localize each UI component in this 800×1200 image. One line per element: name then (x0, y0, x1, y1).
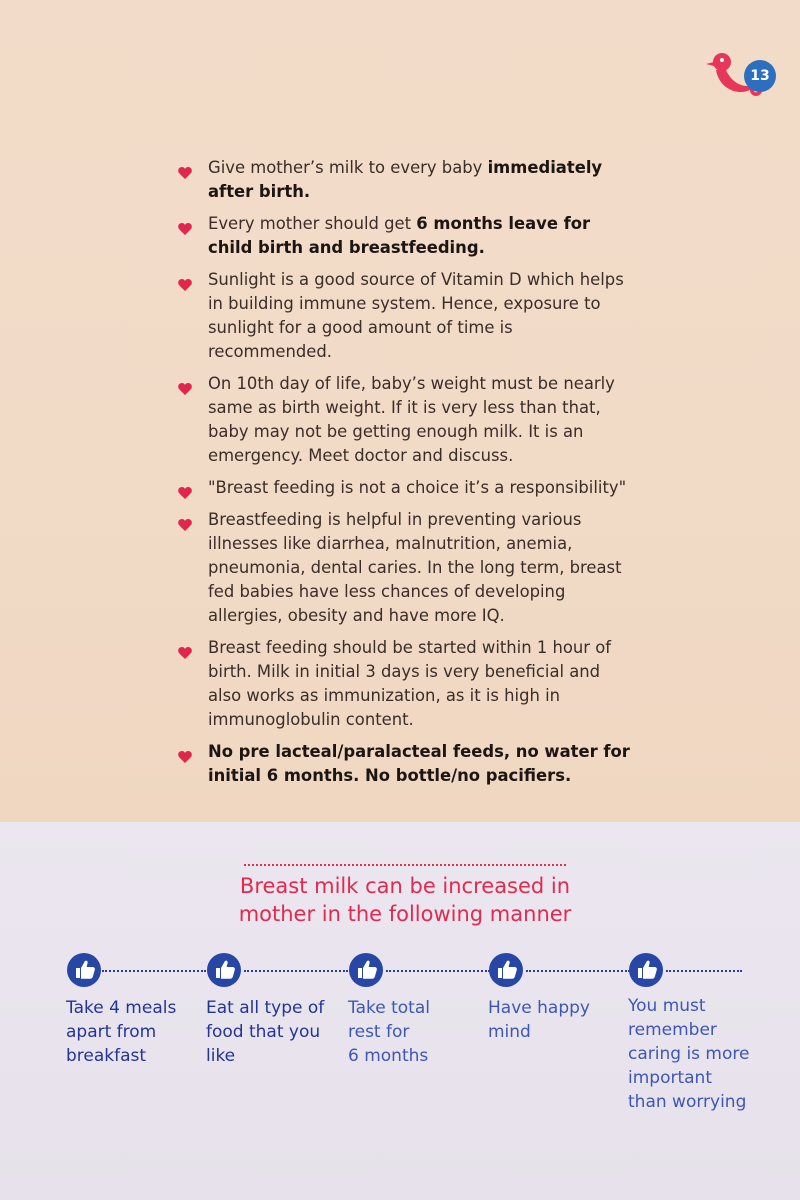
heart-icon (178, 378, 192, 390)
heart-icon (178, 514, 192, 526)
step-line: Take total (348, 998, 430, 1018)
section-heading-line2: mother in the following manner (238, 902, 572, 926)
bullet-item (178, 372, 638, 468)
bullet-text: "Breast feeding is not a choice it’s a responsibility" (208, 478, 627, 497)
heart-icon (178, 218, 192, 230)
step-connector (102, 970, 206, 972)
bullet-item (178, 212, 638, 260)
thumbs-up-icon (348, 952, 384, 988)
step-connector (386, 970, 490, 972)
bullet-item (178, 476, 638, 500)
step-line: 6 months (348, 1046, 429, 1066)
step-text (206, 996, 341, 1068)
step-line: important (628, 1068, 712, 1088)
step-line: food that you (206, 1022, 321, 1042)
bullet-item (178, 636, 638, 732)
heart-icon (178, 274, 192, 286)
bullet-text: Give mother’s milk to every baby (208, 158, 488, 177)
step-text (66, 996, 196, 1068)
heading-divider (244, 864, 566, 866)
bullet-text: Breastfeeding is helpful in preventing various illnesses like diarrhea, malnutrition, anemia, pneumonia, dental caries. In the long term, breast fed babies have less chances of developing allergies, obesity and have more IQ. (208, 510, 622, 625)
step-line: You must (628, 996, 706, 1016)
heart-icon (178, 162, 192, 174)
heart-icon (178, 642, 192, 654)
step-connector (244, 970, 348, 972)
page-number-badge: 13 (744, 60, 776, 92)
thumbs-up-icon (488, 952, 524, 988)
bullet-text-bold: No pre lacteal/paralacteal feeds, no water for initial 6 months. No bottle/no pacifiers. (208, 742, 630, 785)
step-line: remember (628, 1020, 717, 1040)
heart-icon (178, 746, 192, 758)
step-line: caring is more (628, 1044, 750, 1064)
step-connector (526, 970, 630, 972)
thumbs-up-icon (628, 952, 664, 988)
thumbs-up-icon (206, 952, 242, 988)
step-text (628, 994, 768, 1114)
step-line: Eat all type of (206, 998, 325, 1018)
step-text (488, 996, 618, 1044)
step-text (348, 996, 478, 1068)
bullet-list (178, 156, 638, 796)
thumbs-up-icon (66, 952, 102, 988)
step-line: breakfast (66, 1046, 147, 1066)
step-line: apart from (66, 1022, 157, 1042)
step-line: rest for (348, 1022, 410, 1042)
heart-icon (178, 482, 192, 494)
bullet-text-bold: immediately after birth. (208, 158, 603, 201)
bullet-item (178, 156, 638, 204)
bullet-item (178, 508, 638, 628)
bullet-item (178, 740, 638, 788)
step-line: Have happy (488, 998, 590, 1018)
step-line: Take 4 meals (66, 998, 177, 1018)
bullet-text: Breast feeding should be started within 1 hour of birth. Milk in initial 3 days is very beneficial and also works as immunization, as it is high in immunoglobulin content. (208, 638, 612, 729)
step-line: than worrying (628, 1092, 747, 1112)
bullet-text: Every mother should get (208, 214, 417, 233)
step-connector (666, 970, 742, 972)
step-line: like (206, 1046, 236, 1066)
step-line: mind (488, 1022, 531, 1042)
bullet-text-bold: 6 months leave for child birth and breastfeeding. (208, 214, 591, 257)
section-heading-line1: Breast milk can be increased in (239, 874, 571, 898)
bullet-text: On 10th day of life, baby’s weight must be nearly same as birth weight. If it is very less than that, baby may not be getting enough milk. It is an emergency. Meet doctor and discuss. (208, 374, 615, 465)
bullet-text: Sunlight is a good source of Vitamin D which helps in building immune system. Hence, exposure to sunlight for a good amount of time is recommended. (208, 270, 624, 361)
section-heading (200, 872, 610, 928)
bullet-item (178, 268, 638, 364)
